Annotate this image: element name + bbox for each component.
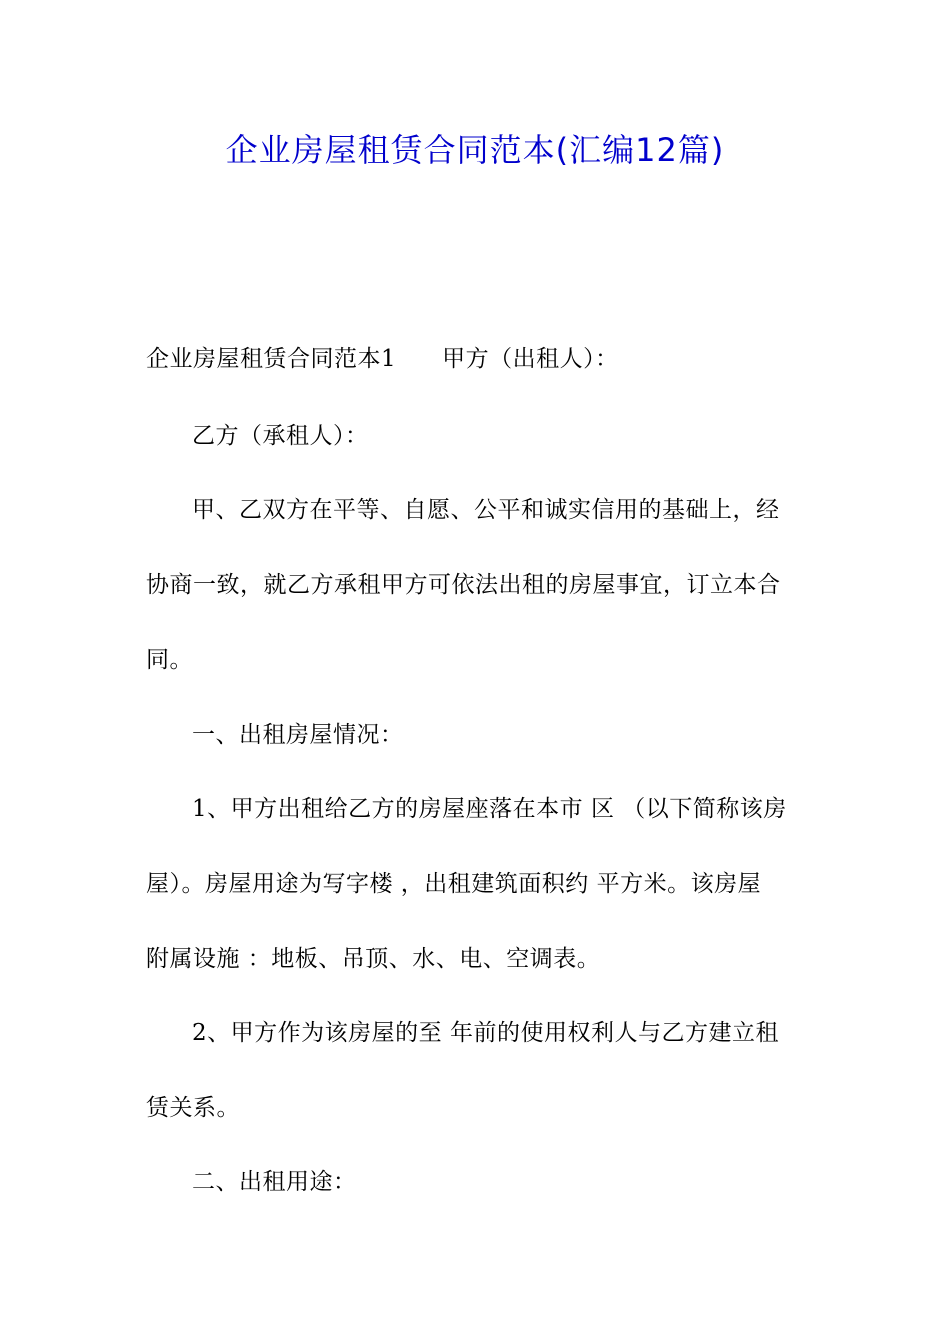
contract-heading: 企业房屋租赁合同范本1	[146, 346, 397, 372]
paragraph-line: 同。	[146, 647, 193, 673]
paragraph-line: 1、甲方出租给乙方的房屋座落在本市 区 （以下简称该房	[192, 796, 787, 822]
paragraph-line: 2、甲方作为该房屋的至 年前的使用权利人与乙方建立租	[192, 1020, 779, 1046]
paragraph-line: 甲、乙双方在平等、自愿、公平和诚实信用的基础上，经	[192, 497, 780, 523]
party-b-label: 乙方（承租人）：	[192, 423, 369, 449]
party-a-label: 甲方（出租人）：	[442, 346, 619, 372]
paragraph-line: 屋）。房屋用途为写字楼 ，出租建筑面积约 平方米。该房屋	[146, 871, 762, 897]
section-heading: 二、出租用途：	[192, 1169, 357, 1195]
paragraph-line: 附属设施 ：地板、吊顶、水、电、空调表。	[146, 946, 601, 972]
paragraph-line: 赁关系。	[146, 1095, 240, 1121]
paragraph-line: 协商一致，就乙方承租甲方可依法出租的房屋事宜，订立本合	[146, 572, 781, 598]
document-title: 企业房屋租赁合同范本(汇编12篇)	[225, 131, 725, 169]
heading-line	[146, 343, 619, 375]
section-heading: 一、出租房屋情况：	[192, 722, 404, 748]
